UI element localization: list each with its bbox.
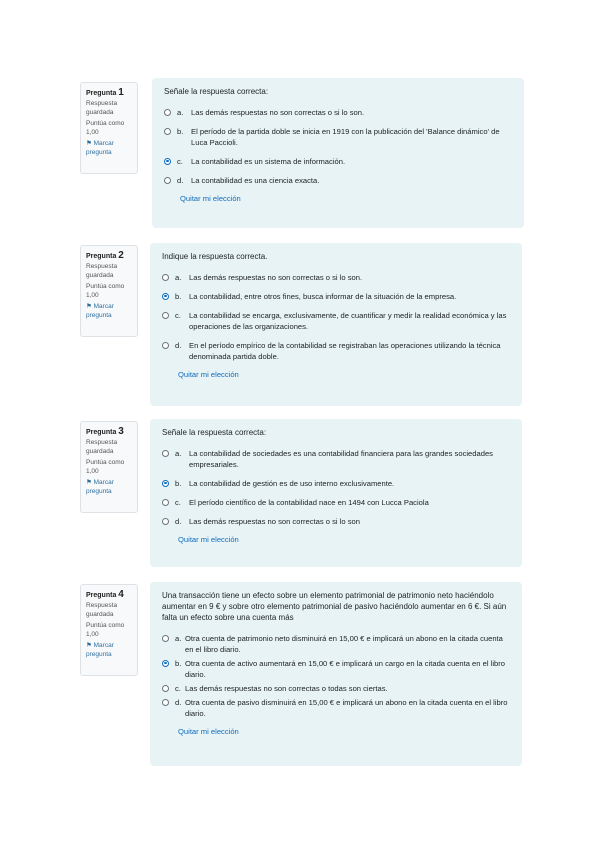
question-grade: Puntúa como 1,00 [86,622,125,638]
flag-question-link[interactable]: ⚑ Marcar pregunta [86,140,114,156]
question-info [80,584,138,676]
clear-choice-link[interactable]: Quitar mi elección [178,535,239,544]
answer-option[interactable]: d. La contabilidad es una ciencia exacta. [164,175,512,186]
question-text: Señale la respuesta correcta: [162,428,267,437]
flag-icon: ⚑ [86,303,92,310]
question-state: Respuesta guardada [86,602,118,618]
flag-icon: ⚑ [86,140,92,147]
question-text: Señale la respuesta correcta: [164,87,269,96]
radio-button[interactable] [164,109,171,116]
question-content [150,582,522,766]
radio-button[interactable] [162,685,169,692]
flag-icon: ⚑ [86,479,92,486]
answer-option[interactable]: b. La contabilidad, entre otros fines, busca informar de la situación de la empresa. [162,291,510,302]
question-number: Pregunta 2 [86,250,124,261]
question-info [80,245,138,337]
question-grade: Puntúa como 1,00 [86,283,125,299]
flag-question-link[interactable]: ⚑ Marcar pregunta [86,303,114,319]
flag-question-link[interactable]: ⚑ Marcar pregunta [86,642,114,658]
flag-question-link[interactable]: ⚑ Marcar pregunta [86,479,114,495]
answer-option[interactable]: a. Las demás respuestas no son correctas o si lo son. [162,272,510,283]
radio-button[interactable] [162,312,169,319]
clear-choice-link[interactable]: Quitar mi elección [180,194,241,203]
question-number: Pregunta 3 [86,426,124,437]
radio-button[interactable] [162,450,169,457]
question-text: Una transacción tiene un efecto sobre un elemento patrimonial de patrimonio neto haciéndolo aumentar en 9 € y sobre otro elemento patrimonial de pasivo haciéndolo aumentar en 6 €. Si aún falta un efecto sobre una cuenta más [162,591,507,622]
question-number: Pregunta 1 [86,87,124,98]
question-state: Respuesta guardada [86,100,118,116]
radio-button[interactable] [162,499,169,506]
answer-option[interactable]: b. La contabilidad de gestión es de uso interno exclusivamente. [162,478,510,489]
question-text: Indique la respuesta correcta. [162,252,268,261]
question-info [80,82,138,174]
radio-button-selected[interactable] [164,158,171,165]
question-state: Respuesta guardada [86,439,118,455]
radio-button-selected[interactable] [162,293,169,300]
radio-button[interactable] [162,518,169,525]
question-grade: Puntúa como 1,00 [86,459,125,475]
radio-button[interactable] [162,342,169,349]
answer-option[interactable]: a. Las demás respuestas no son correctas o si lo son. [164,107,512,118]
radio-button[interactable] [162,635,169,642]
question-grade: Puntúa como 1,00 [86,120,125,136]
question-info [80,421,138,513]
radio-button[interactable] [162,274,169,281]
radio-button-selected[interactable] [162,660,169,667]
answer-option[interactable]: d. En el período empírico de la contabilidad se registraban las operaciones utilizando la técnica denominada partida doble. [162,340,510,362]
flag-icon: ⚑ [86,642,92,649]
question-content [150,243,522,406]
question-content [152,78,524,228]
answer-option[interactable]: d. Otra cuenta de pasivo disminuirá en 15,00 € e implicará un abono en la citada cuenta en el libro diario. [162,697,510,719]
question-number: Pregunta 4 [86,589,124,600]
question-content [150,419,522,567]
answer-option[interactable]: b. Otra cuenta de activo aumentará en 15,00 € e implicará un cargo en la citada cuenta en el libro diario. [162,658,510,680]
answer-option[interactable]: a. Otra cuenta de patrimonio neto disminuirá en 15,00 € e implicará un abono en la citada cuenta en el libro diario. [162,633,510,655]
clear-choice-link[interactable]: Quitar mi elección [178,727,239,736]
radio-button-selected[interactable] [162,480,169,487]
question-state: Respuesta guardada [86,263,118,279]
answer-option[interactable]: c. Las demás respuestas no son correctas o todas son ciertas. [162,683,510,694]
answer-option[interactable]: c. La contabilidad se encarga, exclusivamente, de cuantificar y medir la realidad económica y las operaciones de las organizaciones. [162,310,510,332]
radio-button[interactable] [164,128,171,135]
clear-choice-link[interactable]: Quitar mi elección [178,370,239,379]
answer-option[interactable]: d. Las demás respuestas no son correctas o si lo son [162,516,510,527]
answer-option[interactable]: c. La contabilidad es un sistema de información. [164,156,512,167]
radio-button[interactable] [164,177,171,184]
answer-option[interactable]: c. El período científico de la contabilidad nace en 1494 con Lucca Paciola [162,497,510,508]
answer-option[interactable]: a. La contabilidad de sociedades es una contabilidad financiera para las grandes sociedades empresariales. [162,448,510,470]
answer-option[interactable]: b. El período de la partida doble se inicia en 1919 con la publicación del 'Balance dinámico' de Luca Paccioli. [164,126,512,148]
radio-button[interactable] [162,699,169,706]
